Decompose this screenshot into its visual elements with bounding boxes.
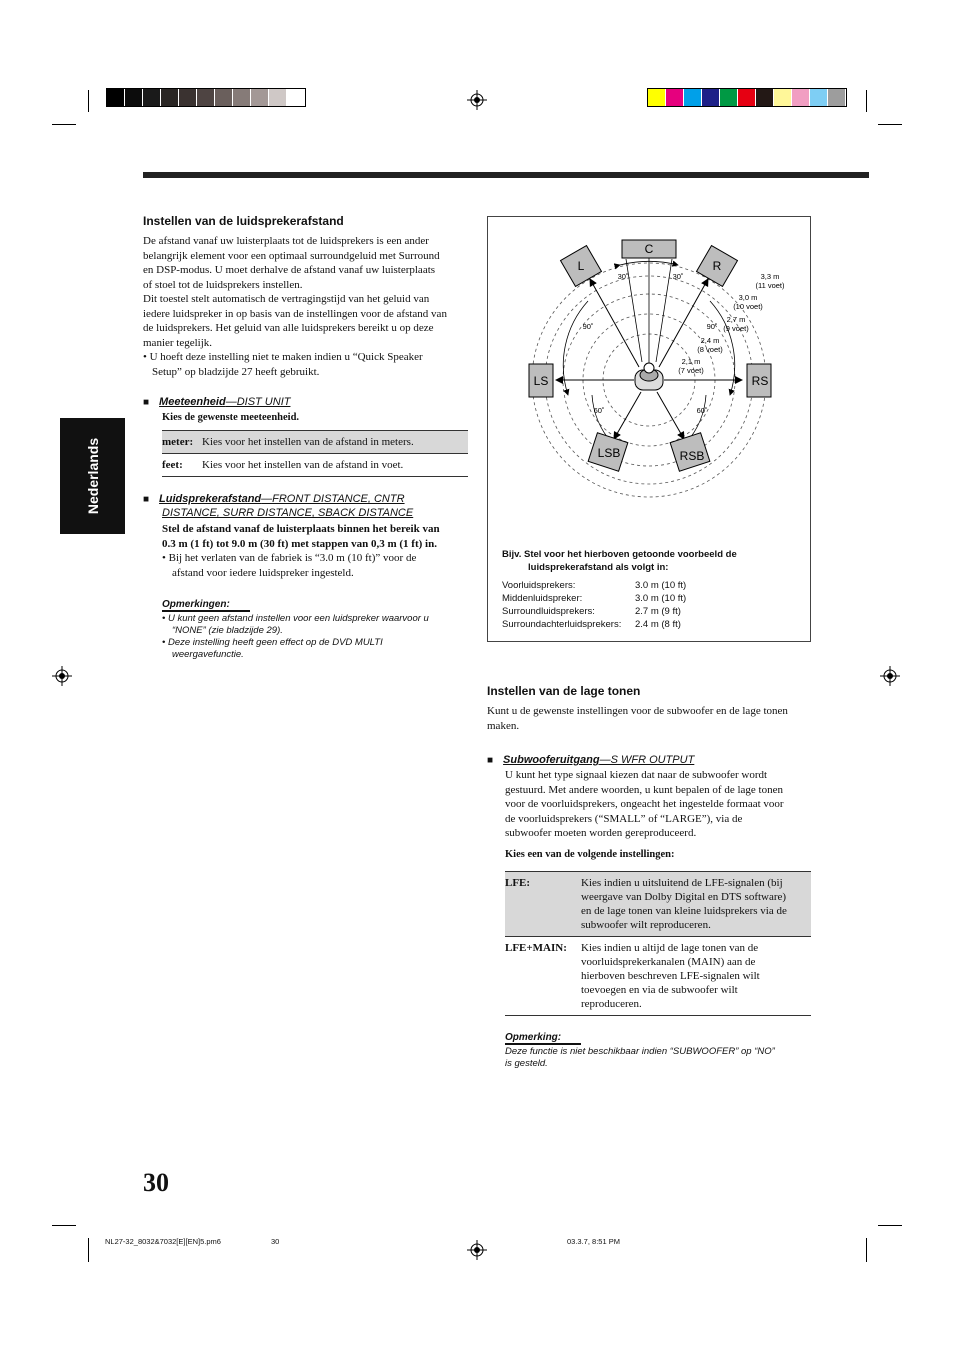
ring-label: (8 voet) — [697, 345, 723, 354]
ring-label: 3,0 m — [738, 293, 758, 302]
grayscale-bar — [106, 88, 306, 107]
registration-mark-icon — [880, 666, 900, 686]
ring-label: 2,7 m — [726, 315, 746, 324]
ring-label: (7 voet) — [678, 366, 704, 375]
unit-options-table — [162, 430, 468, 477]
section2-note: Deze functie is niet beschikbaar indien “SUBWOOFER” op “NO” is gesteld. — [505, 1046, 775, 1069]
listener-chair-icon — [635, 363, 663, 390]
ring-label: 3,3 m — [760, 272, 780, 281]
speaker-label-ls: LS — [533, 374, 549, 388]
table-row: Middenluidspreker: 3.0 m (10 ft) — [502, 593, 687, 604]
speaker-label-r: R — [712, 259, 722, 273]
angle-label: 90˚ — [706, 322, 718, 331]
arrow-to-l — [590, 279, 639, 367]
example-heading: Bijv. Stel voor het hierboven getoonde voorbeeld de luidsprekerafstand als volgt in: — [502, 549, 737, 573]
arrow-to-lsb — [614, 392, 641, 439]
footer-date: 03.3.7, 8:51 PM — [567, 1237, 620, 1246]
table-row: LFE+MAIN: Kies indien u altijd de lage tonen van de voorluidsprekerkanalen (MAIN) aan de hierboven beschreven LFE-signalen wilt toevoegen en via de subwoofer wilt reproduceren. — [505, 937, 811, 1016]
table-row: LFE: Kies indien u uitsluitend de LFE-signalen (bij weergave van Dolby Digital en DTS software) en de lage tonen van kleine luidsprekers via de subwoofer wilt reproduceren. — [505, 872, 811, 937]
table-row: Surroundachterluidsprekers: 2.4 m (8 ft) — [502, 619, 681, 630]
ring-label: 2,4 m — [700, 336, 720, 345]
arc-90-left — [563, 301, 588, 395]
language-tab — [60, 418, 125, 534]
angle-label: 30˚ — [672, 272, 684, 281]
crop-mark — [878, 124, 902, 125]
registration-mark-icon — [467, 90, 487, 110]
ring-label: 2,1 m — [681, 357, 701, 366]
angle-label: 90˚ — [582, 322, 594, 331]
arrow-to-rsb — [657, 392, 684, 439]
crop-mark — [866, 1238, 867, 1262]
speaker-label-lsb: LSB — [597, 446, 621, 460]
crop-mark — [866, 90, 867, 112]
table-row: Voorluidsprekers: 3.0 m (10 ft) — [502, 580, 687, 591]
unit-subheading: ■ Meeteenheid—DIST UNIT — [143, 396, 291, 408]
distance-instruction: Stel de afstand vanaf de luisterplaats binnen het bereik van 0.3 m (1 ft) tot 9.0 m (30 ft) met stappen van 0,3 m (1 ft) in. • Bij het verlaten van de fabriek is “3.0 m (10 ft)” voor de afstand voor iedere luidspreker ingesteld. — [162, 523, 440, 579]
color-bar — [647, 88, 847, 107]
notes-heading: Opmerkingen: — [162, 594, 250, 612]
table-row: feet: Kies voor het instellen van de afstand in voet. — [162, 454, 468, 477]
section-title: Instellen van de luidsprekerafstand — [143, 214, 344, 228]
crop-mark — [88, 1238, 89, 1262]
notes-list: • U kunt geen afstand instellen voor een luidspreker waarvoor u “NONE” (zie bladzijde 29). • Deze instelling heeft geen effect op de DVD MULTI weergavefunctie. — [162, 613, 429, 660]
subwoofer-options-table — [505, 871, 811, 1016]
subwoofer-subheading: ■ Subwooferuitgang—S WFR OUTPUT — [487, 754, 695, 766]
ring-label: (11 voet) — [755, 281, 785, 290]
registration-mark-icon — [52, 666, 72, 686]
page-number: 30 — [143, 1168, 169, 1197]
speaker-label-c: C — [644, 242, 654, 256]
language-tab-label: Nederlands — [84, 437, 101, 515]
footer-filename: NL27-32_8032&7032[E][EN]5.pm6 — [105, 1237, 221, 1246]
ring-label: (9 voet) — [723, 324, 749, 333]
distance-subheading: ■ Luidsprekerafstand—FRONT DISTANCE, CNTR DISTANCE, SURR DISTANCE, SBACK DISTANCE — [143, 493, 414, 519]
subwoofer-instruction: Kies een van de volgende instellingen: — [505, 849, 675, 860]
section2-note-heading: Opmerking: — [505, 1027, 581, 1045]
crop-mark — [52, 124, 76, 125]
intro-text: De afstand vanaf uw luisterplaats tot de luidsprekers is een ander belangrijk element voor een optimaal surroundgeluid met Surround en DSP-modus. U moet derhalve de afstand vanaf uw luisterplaats of stoel tot de luidsprekers instellen. Dit toestel stelt automatisch de vertragingstijd van het geluid van iedere luidspreker in op basis van de instellingen voor de afstand van de luidsprekers. Het geluid van alle luidsprekers bereikt u op deze manier tegelijk. • U hoeft deze instelling niet te maken indien u “Quick Speaker Setup” op bladzijde 27 heeft gebruikt. — [143, 235, 447, 378]
subwoofer-body: U kunt het type signaal kiezen dat naar de subwoofer wordt gestuurd. Met andere woorden, u kunt bepalen of de lage tonen voor de voorluidsprekers, ongeacht het ingestelde formaat voor de voorluidsprekers (“SMALL” of “LARGE”), via de subwoofer moeten worden gereproduceerd. — [505, 769, 784, 839]
speaker-label-rsb: RSB — [679, 449, 705, 463]
header-rule — [143, 172, 869, 178]
table-row: Surroundluidsprekers: 2.7 m (9 ft) — [502, 606, 681, 617]
section-title: Instellen van de lage tonen — [487, 684, 641, 698]
angle-label: 60˚ — [696, 406, 708, 415]
registration-mark-icon — [467, 1240, 487, 1260]
angle-label: 60˚ — [593, 406, 605, 415]
crop-mark — [52, 1225, 76, 1226]
section2-intro: Kunt u de gewenste instellingen voor de subwoofer en de lage tonen maken. — [487, 705, 788, 732]
speaker-distance-figure — [487, 216, 811, 642]
speaker-label-l: L — [577, 259, 585, 273]
unit-instruction: Kies de gewenste meeteenheid. — [162, 412, 300, 423]
crop-mark — [878, 1225, 902, 1226]
angle-label: 30˚ — [617, 272, 629, 281]
speaker-diagram — [488, 217, 810, 547]
table-row: meter: Kies voor het instellen van de afstand in meters. — [162, 431, 468, 454]
ring-label: (10 voet) — [733, 302, 763, 311]
footer-page: 30 — [271, 1237, 280, 1246]
crop-mark — [88, 90, 89, 112]
example-table — [500, 579, 687, 631]
speaker-label-rs: RS — [751, 374, 769, 388]
axis-line — [656, 259, 672, 362]
